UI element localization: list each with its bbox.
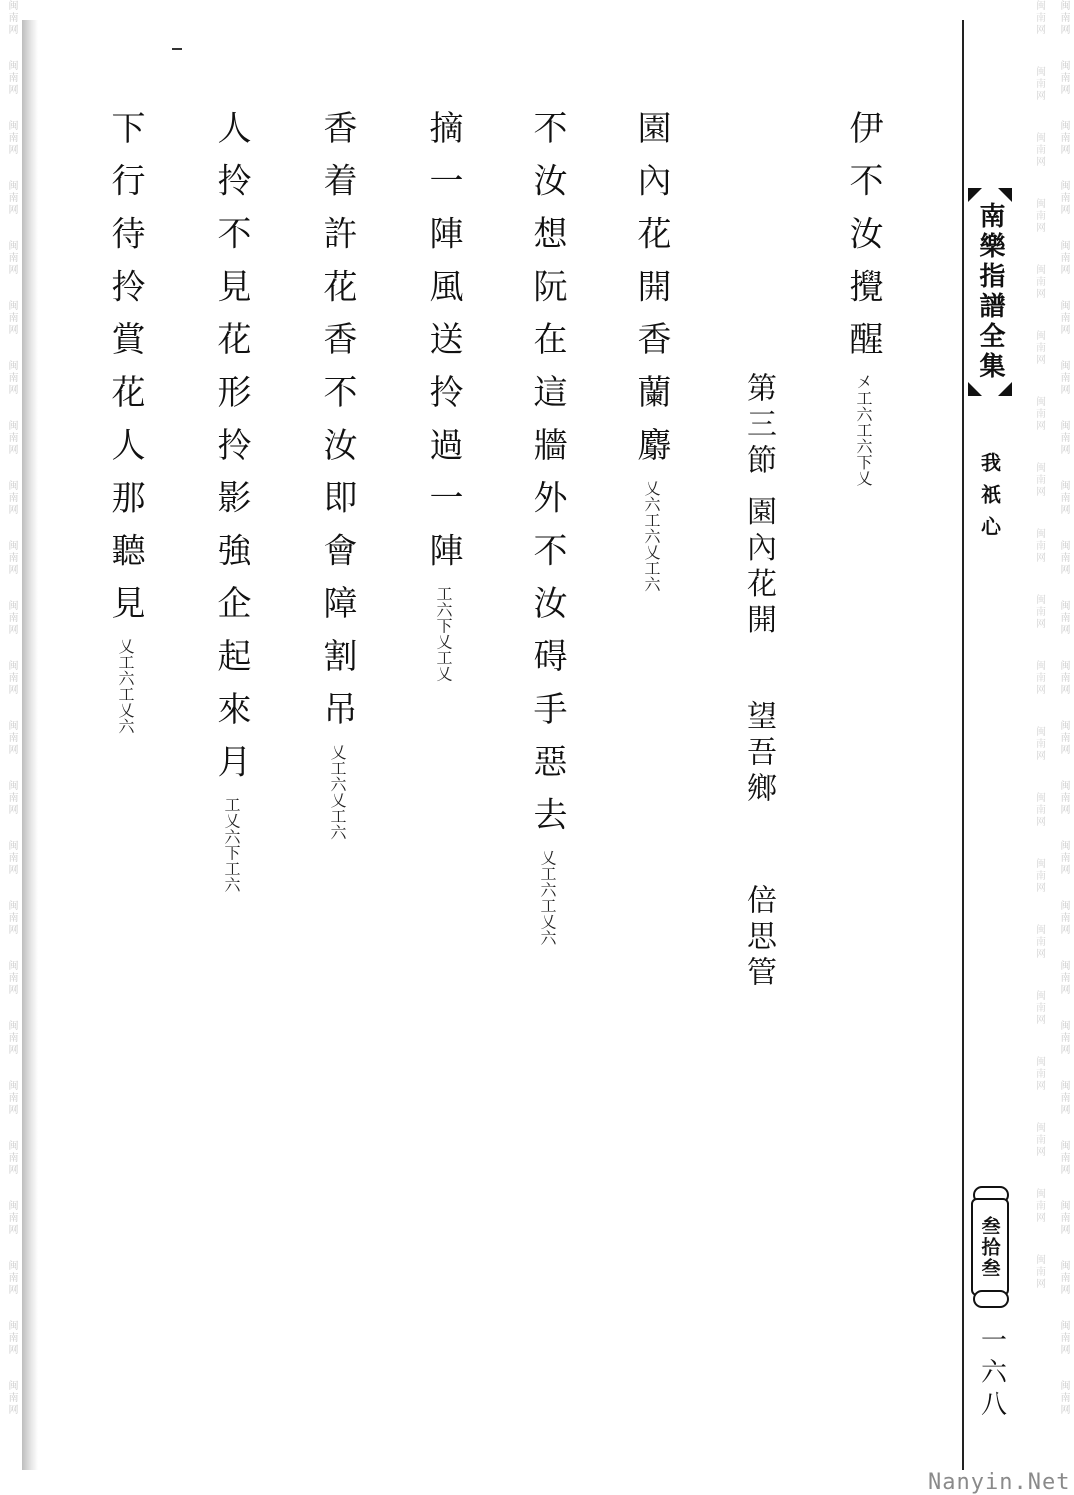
score-column-3 [522, 110, 572, 1390]
pipa-note: 工 [116, 654, 135, 671]
watermark-strip-right: 闽南网 闽南网 闽南网 闽南网 闽南网 闽南网 闽南网 闽南网 闽南网 闽南网 闽南网 闽南网 闽南网 闽南网 闽南网 闽南网 闽南网 闽南网 闽南网 闽南网 闽南网 闽南网 闽南网 闽南网 [1058, 0, 1069, 1416]
pipa-note: 六 [222, 876, 241, 893]
pipa-note: 乂 [328, 743, 347, 760]
pipa-note: 六 [538, 881, 557, 898]
title-bracket-top [968, 188, 1012, 202]
pipa-note: 六 [328, 775, 347, 792]
pipa-note: 乂 [116, 638, 135, 655]
pipa-note: 乂 [328, 791, 347, 808]
score-column-5 [312, 110, 362, 1390]
pipa-note: 六 [328, 823, 347, 840]
pipa-note: 乂 [434, 665, 453, 682]
section-title: 第三節 園內花開 [741, 372, 776, 640]
pipa-note: 六 [538, 929, 557, 946]
pipa-note: 工 [328, 759, 347, 776]
volume-badge [963, 1186, 1015, 1308]
lyric-line: 園 內 花 開 香 蘭 麝 [631, 110, 671, 465]
pipa-note: 六 [116, 670, 135, 687]
pipa-note: 工 [854, 390, 873, 407]
pipa-note: 工 [222, 860, 241, 877]
pipa-note: 乂 [116, 702, 135, 719]
pipa-note: 下 [854, 454, 873, 471]
knot-ornament-bottom [973, 1290, 1009, 1308]
pipa-note: 六 [642, 575, 661, 592]
pipa-note: 工 [538, 897, 557, 914]
pipa-note: 工 [642, 511, 661, 528]
pipa-note: 六 [642, 495, 661, 512]
pipa-note: 工 [328, 807, 347, 824]
pipa-note: 下 [222, 844, 241, 861]
pipa-note: 工 [222, 796, 241, 813]
pipa-note: 六 [854, 438, 873, 455]
pipa-note: 工 [434, 585, 453, 602]
lyric-line: 下 行 待 拎 賞 花 人 那 聽 見 [105, 110, 145, 624]
lyric-line: 摘 一 陣 風 送 拎 過 一 陣 [423, 110, 463, 571]
pipa-note: 乂 [222, 812, 241, 829]
volume-box [971, 1198, 1009, 1296]
book-title: 南樂指譜全集 [975, 202, 1005, 382]
pipa-note: 乂 [642, 543, 661, 560]
pipa-note: 工 [116, 686, 135, 703]
site-watermark: Nanyin.Net [928, 1470, 1071, 1495]
watermark-strip-inner: 闽南网 闽南网 闽南网 闽南网 闽南网 闽南网 闽南网 闽南网 闽南网 闽南网 闽南网 闽南网 闽南网 闽南网 闽南网 闽南网 闽南网 闽南网 闽南网 闽南网 [1033, 0, 1045, 1290]
pipa-note: 乂 [538, 913, 557, 930]
pipa-note: 下 [434, 617, 453, 634]
lyric-line: 伊 不 汝 攪 醒 [843, 110, 883, 360]
lyric-line: 香 着 許 花 香 不 汝 即 會 障 割 吊 [317, 110, 357, 729]
pipa-note: 乂 [854, 470, 873, 487]
page-number: 一六八 [976, 1326, 1007, 1422]
binding-shadow [22, 20, 38, 1470]
pipa-note: 六 [434, 601, 453, 618]
score-column-7 [100, 110, 150, 1390]
stray-mark [172, 48, 182, 50]
lyric-line: 人 拎 不 見 花 形 拎 影 強 企 起 來 月 [211, 110, 251, 782]
pipa-note: 六 [854, 406, 873, 423]
score-column-1 [838, 110, 888, 810]
watermark-strip-left: 闽南网 闽南网 闽南网 闽南网 闽南网 闽南网 闽南网 闽南网 闽南网 闽南网 闽南网 闽南网 闽南网 闽南网 闽南网 闽南网 闽南网 闽南网 闽南网 闽南网 闽南网 闽南网 闽南网 闽南网 [6, 0, 17, 1416]
tune-name: 望吾鄉 [741, 700, 776, 808]
pipa-note: 六 [642, 527, 661, 544]
pipa-note: 乂 [642, 479, 661, 496]
pipa-note: 工 [434, 649, 453, 666]
pipa-note: 六 [222, 828, 241, 845]
running-section-name: 我祇心 [977, 452, 1002, 548]
book-title-block [966, 188, 1014, 402]
title-bracket-bottom [968, 382, 1012, 396]
pipa-note: 乂 [434, 633, 453, 650]
pipa-note: 工 [642, 559, 661, 576]
pipa-note: 六 [116, 718, 135, 735]
pipa-note: 㐅 [854, 374, 873, 391]
score-column-6 [206, 110, 256, 1390]
score-column-4 [418, 110, 468, 1390]
score-column-2 [626, 110, 676, 1390]
lyric-line: 不 汝 想 阮 在 這 牆 外 不 汝 碍 手 惡 去 [527, 110, 567, 835]
volume-number: 叁拾叁 [978, 1215, 1001, 1279]
pipa-note: 乂 [538, 849, 557, 866]
meter-name: 倍思管 [741, 884, 776, 992]
pipa-note: 工 [854, 422, 873, 439]
pipa-note: 工 [538, 865, 557, 882]
